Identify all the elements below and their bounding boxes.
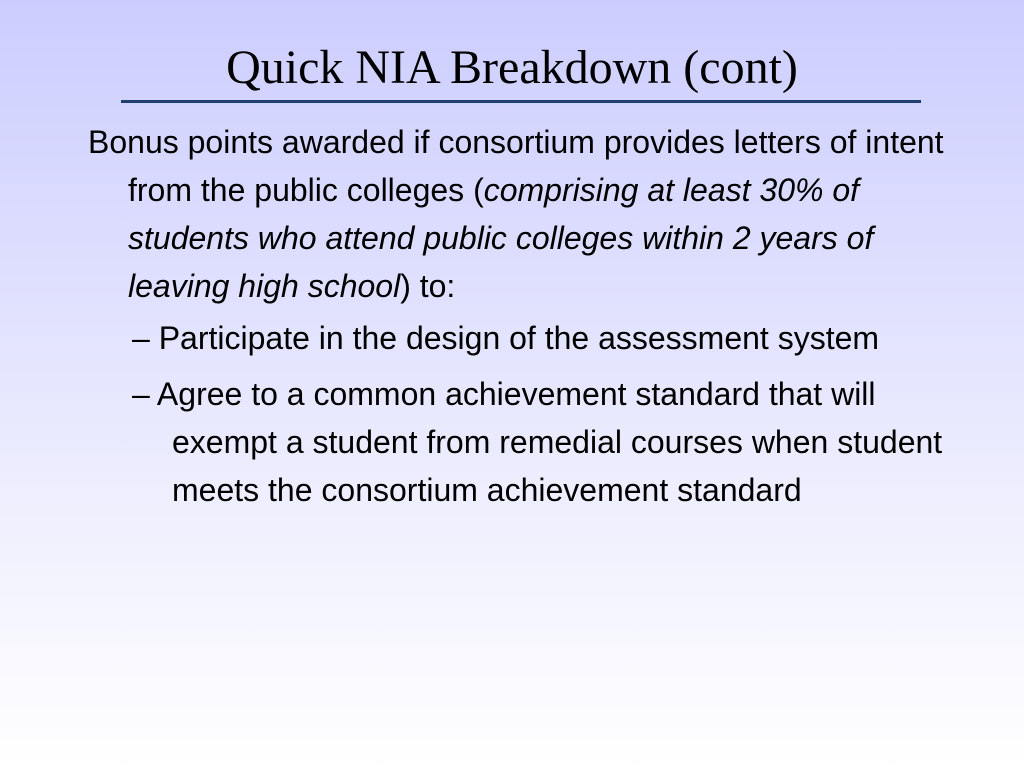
sub-bullet-design	[132, 314, 958, 362]
dash-marker: –	[132, 320, 150, 356]
main-bullet	[88, 118, 958, 310]
slide-body	[88, 118, 958, 522]
sub-bullet-standard	[132, 370, 958, 514]
main-bullet-italic-text: comprising at least 30% of students who attend public colleges within 2 years of leaving high school	[128, 172, 874, 304]
sub-bullet-text: Agree to a common achievement standard that will exempt a student from remedial courses when student meets the consortium achievement standard	[156, 376, 943, 508]
title-underline	[121, 100, 921, 103]
main-bullet-trailing-text: ) to:	[400, 268, 456, 304]
slide-title: Quick NIA Breakdown (cont)	[226, 41, 798, 94]
dash-marker: –	[132, 376, 150, 412]
sub-bullet-text: Participate in the design of the assessment system	[158, 320, 880, 356]
main-bullet-text: Bonus points awarded if consortium provides letters of intent from the public colleges (	[88, 124, 944, 208]
